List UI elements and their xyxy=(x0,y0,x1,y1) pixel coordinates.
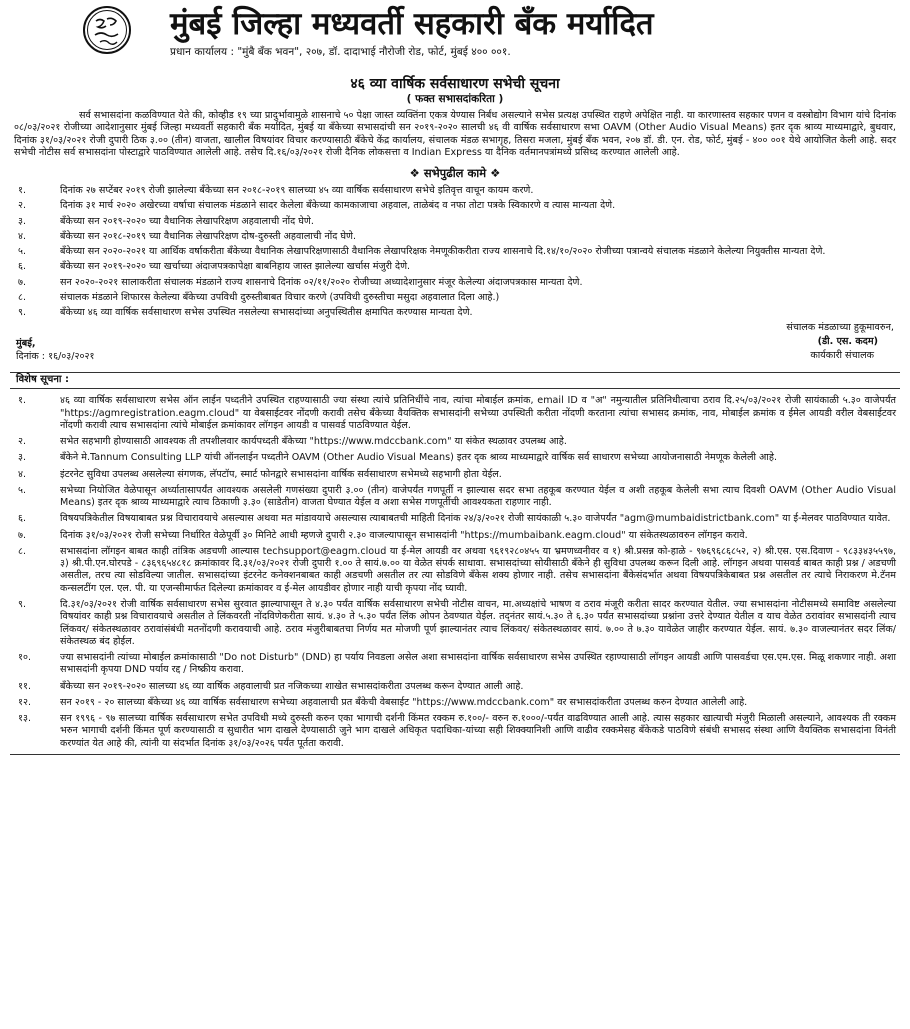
notice-page xyxy=(10,5,900,1019)
note-text: सभासदांना लॉगइन बाबत काही तांत्रिक अडचणी आल्यास techsupport@eagm.cloud या ई-मेल आयडी वर अथवा ९६१९२८०४५५ या भ्रमणध्वनीवर व १) श्री.प्रसन्न को-हाळे - ९७६९६८६८५२, २) श्री.एस. एस.दिवाण - ९८३३४३५५९७, ३) श्री.पी.एन.घोरपडे - ८३६९६५४८१८ क्रमांकावर दि.३१/०३/२०२१ रोजी दुपारी १.०० ते सायं.७.०० या वेळेत संपर्क साधावा. सभासदांच्या सोयीसाठी बँकेने ही सुविधा उपलब्ध करून दिली आहे. लॉगइन अथवा पासवर्ड बाबत काही प्रश्न / अडचणी असतील, तरच त्या सोडविल्या जातील. सभासदांच्या इंटरनेट कनेक्शनबाबत काही अडचणी असतील तर त्या सोडविणे बँकेस शक्य होणार नाही. तसेच सभासदांना बैंकेसंदर्भात अथवा विषयपत्रिकेबाबत प्रश्न असतील तर त्याचे निराकरण मे.टॅनम कन्सलटींग एल. एल. पी. या एजन्सीमार्फत दिलेल्या क्रमांकावर व ई-मेल आयडीवर होणार नाही याची कृपया नोंद घ्यावी. xyxy=(60,545,896,594)
note-number: ११. xyxy=(18,680,32,692)
notice-date: दिनांक : १६/०३/२०२१ xyxy=(16,351,95,363)
header xyxy=(10,5,900,67)
bank-name: मुंबई जिल्हा मध्यवर्ती सहकारी बँक मर्यादित xyxy=(170,6,654,42)
agenda-item xyxy=(10,231,900,243)
item-number: ५. xyxy=(18,246,27,258)
agenda-item xyxy=(10,307,900,319)
bottom-rule xyxy=(10,754,900,755)
notice-intro: सर्व सभासदांना कळविण्यात येते की, कोव्हीड १९ च्या प्रादुर्भावामुळे शासनाचे ५० पेक्षा जास्त व्यक्तिंना एकत्र येण्यास निर्बंध असल्याने सभेस प्रत्यक्ष उपस्थित राहणे अपेक्षित नाही. या कारणास्तव सहकार पणन व वस्त्रोद्योग विभाग यांचे दिनांक ०८/०३/२०२१ रोजीच्या आदेशानुसार मुंबई जिल्हा मध्यवर्ती सहकारी बँक मर्यादित, मुंबई या बँकेच्या सभासदांची सन २०१९-२०२० सालची ४६ वी वार्षिक सर्वसाधारण सभा OAVM (Other Audio Visual Means) इतर दृक श्राव्य माध्यमाद्वारे, बुधवार, दिनांक ३१/०३/२०२१ रोजी दुपारी ठिक ३.०० (तीन) वाजता, खालील विषयांवर विचार करण्यासाठी बँकेचे केंद्र कार्यालय, संचालक मंडळ सभागृह, तिसरा मजला, मुंबई बँक भवन, २०७ डॉ. डी. एन. रोड, फोर्ट, मुंबई - ४०० ००१ येथे आयोजित केली आहे. सदर सभेची नोटीस सर्व सभासदांना पोस्टाद्वारे पाठविण्यात आलेली आहे. तसेच दि.१६/०३/२०२१ रोजी दैनिक लोकसत्ता व Indian Express या दैनिक वर्तमानपत्रांमध्ये प्रसिध्द करण्यात आलेली आहे. xyxy=(14,110,896,158)
note-text: दिनांक ३१/०३/२०२१ रोजी सभेच्या निर्धारित वेळेपूर्वी ३० मिनिटे आधी म्हणजे दुपारी २.३० वाजल्यापासून सभासदांनी "https://mumbaibank.eagm.cloud" या संकेतस्थळावरुन लॉगइन करावे. xyxy=(60,529,748,541)
office-address: प्रधान कार्यालय : "मुंबै बँक भवन", २०७, डॉ. दादाभाई नौरोजी रोड, फोर्ट, मुंबई ४०० ००१. xyxy=(170,46,511,58)
note-number: ७. xyxy=(18,529,27,541)
item-text: दिनांक ३१ मार्च २०२० अखेरच्या वर्षाचा संचालक मंडळाने सादर केलेला बँकेच्या कामकाजाचा अहवाल, ताळेबंद व नफा तोटा पत्रके स्विकारणे व त्यास मान्यता देणे. xyxy=(60,200,616,212)
special-note xyxy=(10,469,900,481)
note-number: ४. xyxy=(18,468,27,480)
special-note xyxy=(10,681,900,693)
item-text: बँकेच्या सन २०१९-२०२० च्या वैधानिक लेखापरिक्षण अहवालाची नोंद घेणे. xyxy=(60,215,314,227)
item-number: २. xyxy=(18,200,27,212)
special-note xyxy=(10,395,900,432)
special-note xyxy=(10,530,900,542)
note-number: ८. xyxy=(18,545,27,557)
agenda-list xyxy=(10,185,900,319)
item-text: बँकेच्या ४६ व्या वार्षिक सर्वसाधारण सभेस उपस्थित नसलेल्या सभासदांच्या अनुपस्थितीस क्षमापित करण्यास मान्यता देणे. xyxy=(60,307,473,319)
special-note xyxy=(10,713,900,750)
note-text: सन २०१९ - २० सालच्या बँकेच्या ४६ व्या वार्षिक सर्वसाधारण सभेच्या अहवालाची प्रत बँकेची वेबसाईट "https://www.mdccbank.com" वर सभासदांकरीता उपलब्ध करुन देण्यात आलेली आहे. xyxy=(60,696,748,708)
signature-order: संचालक मंडळाच्या हुकूमावरुन, xyxy=(786,322,894,334)
agenda-item xyxy=(10,185,900,197)
special-note xyxy=(10,452,900,464)
signatory-designation: कार्यकारी संचालक xyxy=(810,350,874,362)
signatory-name: (डी. एस. कदम) xyxy=(817,336,878,348)
note-text: ४६ व्या वार्षिक सर्वसाधारण सभेस ऑन लाईन पध्दतीने उपस्थित राहण्यासाठी ज्या संस्था त्यांचे प्रतिनिधींचे नाव, त्यांचा मोबाईल क्रमांक, email ID व "अ" नमुन्यातील प्रतिनिधीत्वाचा ठराव दि.२५/०३/२०२१ रोजी सायंकाळी ५.३० वाजेपर्यंत "https://agmregistration.eagm.cloud" या वेबसाईटवर नोंदणी करावी तसेच बँकेच्या वैयक्तिक सभासदांनी सभेच्या उपस्थिती करीता नोंदणी करताना त्यांचा सभासद क्रमांक, नाव, मोबाईल क्रमांक व ईमेल आयडी वरील वेबसाईटवर नोंदणी करावी त्याच सभासदांना त्यांचे मोबाईल क्रमांकावर लॉगइन आयडी व पासवर्ड पाठविण्यात येईल. xyxy=(60,395,896,431)
note-text: ज्या सभासदांनी त्यांच्या मोबाईल क्रमांकासाठी "Do not Disturb" (DND) हा पर्याय निवडला असेल अशा सभासदांना वार्षिक सर्वसाधारण सभेस उपस्थित रहाण्यासाठी लॉगइन आयडी आणि पासवर्डचा एस.एम.एस. मिळू शकणार नाही. अशा सभासदांनी कृपया DND पर्याय रद्द / निष्क्रीय करावा. xyxy=(60,652,896,676)
special-notes-heading: विशेष सूचना : xyxy=(10,372,900,389)
item-number: ७. xyxy=(18,276,27,288)
note-number: १. xyxy=(18,395,27,407)
notice-subtitle: ( फक्त सभासदांकरिता ) xyxy=(406,93,504,105)
note-number: ३. xyxy=(18,452,27,464)
item-number: १. xyxy=(18,185,27,197)
note-number: ६. xyxy=(18,513,27,525)
agenda-item xyxy=(10,261,900,273)
signature-block xyxy=(10,322,900,366)
item-text: दिनांक २७ सप्टेंबर २०१९ रोजी झालेल्या बँकेच्या सन २०१८-२०१९ सालच्या ४५ व्या वार्षिक सर्वसाधारण सभेचे इतिवृत्त वाचून कायम करणे. xyxy=(60,185,534,197)
notice-title: ४६ व्या वार्षिक सर्वसाधारण सभेची सूचना xyxy=(350,76,560,92)
bank-logo xyxy=(82,5,132,55)
agenda-item xyxy=(10,216,900,228)
item-text: बँकेच्या सन २०२०-२०२१ या आर्थिक वर्षाकरीता बँकेच्या वैधानिक लेखापरिक्षणासाठी वैधानिक लेखापरिक्षक नेमणूकीकरीता राज्य शासनाचे दि.१४/१०/२०२० रोजीच्या पत्रान्वये संचालक मंडळाने केलेल्या नियुक्तीस मान्यता देणे. xyxy=(60,246,826,258)
agenda-item xyxy=(10,200,900,212)
agenda-item xyxy=(10,292,900,304)
note-number: ९. xyxy=(18,598,27,610)
item-text: सन २०२०-२०२१ सालाकरीता संचालक मंडळाने राज्य शासनाचे दिनांक ०२/११/२०२० रोजीच्या अध्यादेशानुसार मंजूर केलेल्या अंदाजपत्रकास मान्यता देणे. xyxy=(60,276,583,288)
special-note xyxy=(10,599,900,648)
special-note xyxy=(10,436,900,448)
agenda-heading: ❖ सभेपुढील कामे ❖ xyxy=(409,166,501,181)
note-number: १३. xyxy=(18,713,32,725)
item-number: ३. xyxy=(18,215,27,227)
item-number: ६. xyxy=(18,261,27,273)
special-note xyxy=(10,652,900,677)
item-text: बँकेच्या सन २०१९-२०२० च्या खर्चाच्या अंदाजपत्रकापेक्षा बाबनिहाय जास्त झालेल्या खर्चास मंजुरी देणे. xyxy=(60,261,411,273)
note-number: १२. xyxy=(18,696,32,708)
agenda-item xyxy=(10,246,900,258)
note-text: सभेच्या नियोजित वेळेपासून अर्ध्यातासापर्यंत आवश्यक असलेली गणसंख्या दुपारी ३.०० (तीन) वाजेपर्यंत गणपूर्ती न झाल्यास सदर सभा तहकूब करण्यात येईल व अशी तहकूब केलेली सभा त्याच दिवशी OAVM (Other Audio Visual Means) इतर दृक श्राव्य माध्यमाद्वारे त्याच ठिकाणी ३.३० (साडेतीन) वाजता घेण्यात येईल व अशा सभेस गणपूर्तीची आवश्यकता राहणार नाही. xyxy=(60,484,896,509)
special-notes-list xyxy=(10,395,900,750)
item-number: ८. xyxy=(18,291,27,303)
item-text: संचालक मंडळाने शिफारस केलेल्या बँकेच्या उपविधी दुरुस्तीबाबत विचार करणे (उपविधी दुरुस्तीचा मसुदा अहवालात दिला आहे.) xyxy=(60,291,500,303)
item-number: ४. xyxy=(18,230,27,242)
note-text: दि.३१/०३/२०२१ रोजी वार्षिक सर्वसाधारण सभेस सुरवात झाल्यापासून ते ४.३० पर्यंत वार्षिक सर्वसाधारण सभेची नोटीस वाचन, मा.अध्यक्षांचे भाषण व ठराव मंजूरी करीता सादर करण्यात येतील. ज्या सभासदांना नोटीसमध्ये समाविष्ट असलेल्या विषयांवर काही प्रश्न विचारावयाचे असतील ते लिंकवरती नोंदविणेकरीता सायं. ४.३० ते ५.३० पर्यंत लिंक ओपन ठेवण्यात येईल. तद्नंतर सायं.५.३० ते ६.३० पर्यंत सभासदांच्या प्रश्नांना उत्तरे देण्यात येतील व याच वेळेत ठरावांवर सभासदांनी त्याच लिंकवर/ संकेतस्थळावर ठरावांसंबंधी मतनोंदणी करावयाची आहे. ठराव मंजुरीबाबतचा निर्णय मत मोजणी पूर्ण झाल्यानंतर त्याच लिंकवर/ संकेतस्थळावर सायं. ७.०० ते ७.३० यावेळेत जाहीर करण्यात येईल. सायं. ७.३० वाजल्यानंतर सदर लिंक/ संकेतस्थळ बंद होईल. xyxy=(60,598,896,647)
agenda-item xyxy=(10,277,900,289)
note-text: बँकेने मे.Tannum Consulting LLP यांची ऑनलाईन पध्दतीने OAVM (Other Audio Visual Means) इतर दृक श्राव्य माध्यमाद्वारे वार्षिक सर्व साधारण सभेच्या आयोजनासाठी नेमणूक केलेली आहे. xyxy=(60,452,778,464)
item-text: बँकेच्या सन २०१८-२०१९ च्या वैधानिक लेखापरिक्षण दोष-दुरुस्ती अहवालाची नोंद घेणे. xyxy=(60,230,357,242)
place: मुंबई, xyxy=(16,338,36,350)
special-note xyxy=(10,546,900,595)
special-note xyxy=(10,485,900,510)
special-note xyxy=(10,513,900,525)
note-text: सन १९९६ - ९७ सालच्या वार्षिक सर्वसाधारण सभेत उपविधी मध्ये दुरुस्ती करुन एका भागाची दर्शनी किंमत रक्कम रु.१००/- वरुन रु.१०००/-पर्यंत वाढविण्यात आली आहे. त्यास सहकार खात्याची मंजुरी मिळाली असल्याने, आवश्यक ती रक्कम भरुन भागाची दर्शनी किंमत पूर्ण करण्यासाठी व सुधारीत भाग दाखले देण्यासाठी जुने भाग दाखले अधिकृत पदाधिका-यांच्या सही शिक्क्यानिशी आणि वाढीव रक्कमेसह बँकेकडे पाठविणे संबंधी सभासद संस्था आणि वैयक्तिक सभासदांना विनंती करण्यांत येत आहे की, त्यांनी या संदर्भात दिनांक ३१/०३/२०२६ पर्यंत पूर्तता करावी. xyxy=(60,713,896,749)
note-text: इंटरनेट सुविधा उपलब्ध असलेल्या संगणक, लॅपटॉप, स्मार्ट फोनद्वारे सभासदांना वार्षिक सर्वसाधारण सभेमध्ये सहभागी होता येईल. xyxy=(60,468,502,480)
note-text: विषयपत्रिकेतील विषयाबाबत प्रश्न विचारावयाचे असल्यास अथवा मत मांडावयाचे असल्यास त्याबाबतची माहिती दिनांक २४/३/२०२१ रोजी सायंकाळी ५.३० वाजेपर्यंत "agm@mumbaidistrictbank.com" या ई-मेलवर पाठविण्यात यावेत. xyxy=(60,513,891,525)
note-text: सभेत सहभागी होण्यासाठी आवश्यक ती तपशीलवार कार्यपध्दती बँकेच्या "https://www.mdccbank.com" या संकेत स्थळावर उपलब्ध आहे. xyxy=(60,436,567,448)
note-number: १०. xyxy=(18,652,32,664)
note-number: २. xyxy=(18,436,27,448)
note-text: बँकेच्या सन २०१९-२०२० सालच्या ४६ व्या वार्षिक अहवालाची प्रत नजिकच्या शाखेत सभासदांकरीता उपलब्ध करून देण्यात आली आहे. xyxy=(60,680,524,692)
item-number: ९. xyxy=(18,307,27,319)
special-note xyxy=(10,697,900,709)
note-number: ५. xyxy=(18,484,27,496)
